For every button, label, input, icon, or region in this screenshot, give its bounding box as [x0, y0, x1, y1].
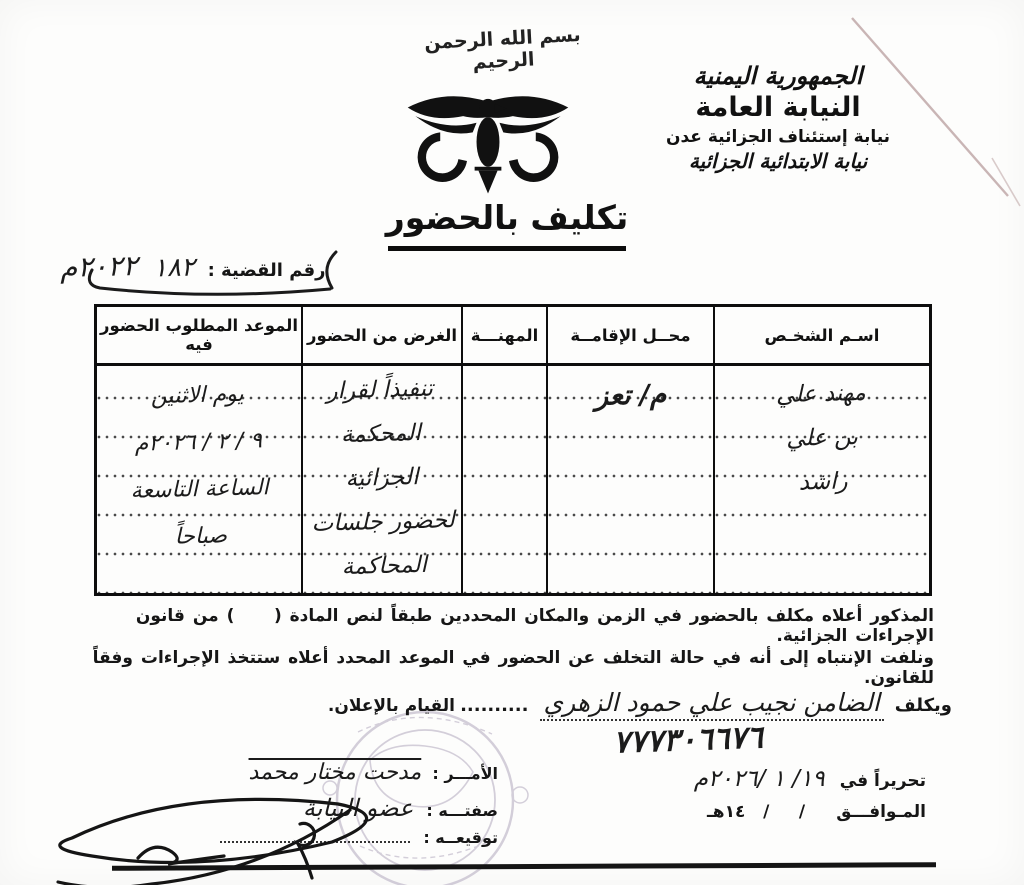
name-line: راشد [798, 468, 848, 496]
assignee-name: الضامن نجيب علي حمود الزهري [540, 688, 884, 721]
prosecution-branch-line2: نيابة الابتدائية الجزائية [688, 149, 868, 173]
name-line: مهند علي [775, 379, 867, 409]
orderer-label: الأمـــر : [432, 764, 498, 783]
orderer-row [58, 760, 498, 794]
assign-suffix: القيام بالإعلان. [327, 696, 455, 716]
hijri-label: المـوافـــق [836, 802, 926, 822]
signature-dotted-line [220, 841, 410, 843]
purpose-line: المحاكمة [341, 551, 428, 581]
cell-appointment [97, 366, 301, 593]
appointment-line: الساعة التاسعة [130, 475, 269, 504]
hijri-value: / / ١٤هـ [706, 802, 806, 822]
purpose-line: لحضور جلسات [311, 507, 456, 537]
date-block [576, 766, 926, 838]
table-header-row [97, 307, 929, 366]
appointment-line: صباحاً [174, 523, 228, 550]
table-body-row [97, 366, 929, 593]
issued-label: تحريراً في [839, 771, 926, 791]
country-name: الجمهورية اليمنية [693, 62, 863, 90]
org-name: النيابة العامة [695, 92, 861, 123]
signature-label: توقيعــه : [423, 828, 498, 847]
cell-person-name [713, 366, 929, 593]
legal-note-1: المذكور أعلاه مكلف بالحضور في الزمن والمكان المحددين طبقاً لنص المادة ( ) من قانون الإجراءات الجزائية. [135, 606, 934, 646]
case-year-value: ٢٠٢٢م [59, 248, 138, 285]
issued-value: ١٩/ ١ /٢٠٢٦م [693, 766, 825, 792]
header-appointment: الموعد المطلوب الحضور فيه [99, 316, 299, 354]
purpose-line: تنفيذاً لقرار [326, 375, 434, 405]
cell-residence [546, 366, 713, 593]
yemen-eagle-emblem [402, 84, 574, 196]
appointment-line: يوم الاثنين [150, 381, 244, 410]
capacity-label: صفتـــه : [426, 801, 498, 820]
cell-profession [461, 366, 546, 593]
case-number-label: رقم القضية : [207, 260, 326, 281]
name-line: بن علي [785, 424, 859, 452]
case-number-value: ١٨٢ [152, 252, 195, 284]
residence-value: م/ تعز [594, 379, 667, 412]
assign-prefix: ويكلف [894, 695, 952, 716]
assign-dots: .......... [460, 695, 529, 716]
prosecution-branch-line1: نيابة إستئناف الجزائية عدن [665, 127, 891, 147]
capacity-row [58, 794, 498, 828]
purpose-line: الجزائية [345, 464, 419, 492]
purpose-line: المحكمة [340, 419, 422, 449]
header-residence: محــل الإقامــة [570, 325, 691, 345]
capacity-value: عضو النيابة [302, 794, 414, 822]
issued-date-row [576, 766, 926, 802]
legal-note-2: ونلفت الإنتباه إلى أنه في حالة التخلف عن الحضور في الموعد المحدد أعلاه ستتخذ الإجراءات وفقاً للقانون. [92, 648, 934, 688]
signature-block [58, 760, 498, 862]
letterhead [608, 62, 948, 173]
orderer-name: مدحت مختار محمد [248, 760, 422, 785]
header-purpose: الغرض من الحضور [306, 325, 458, 345]
cell-purpose [301, 366, 461, 593]
phone-number: ٧٧٧٣٠٦٦٧٦ [612, 719, 764, 761]
basmala-calligraphy: بسم الله الرحمن الرحيم [423, 23, 582, 74]
header-person-name: اسـم الشخـص [764, 325, 880, 345]
eagle-shape [408, 96, 569, 193]
case-number-line [60, 250, 500, 283]
signature-row [58, 828, 498, 862]
service-assignment-line [222, 688, 952, 717]
bottom-divider-line [112, 862, 936, 871]
document-title: تكليف بالحضور [385, 198, 629, 237]
summons-table [94, 304, 932, 596]
header-profession: المهنـــة [470, 325, 539, 345]
appointment-line: ٩ / ٢ / ٢٠٢٦م [134, 428, 263, 457]
hijri-date-row [576, 802, 926, 838]
